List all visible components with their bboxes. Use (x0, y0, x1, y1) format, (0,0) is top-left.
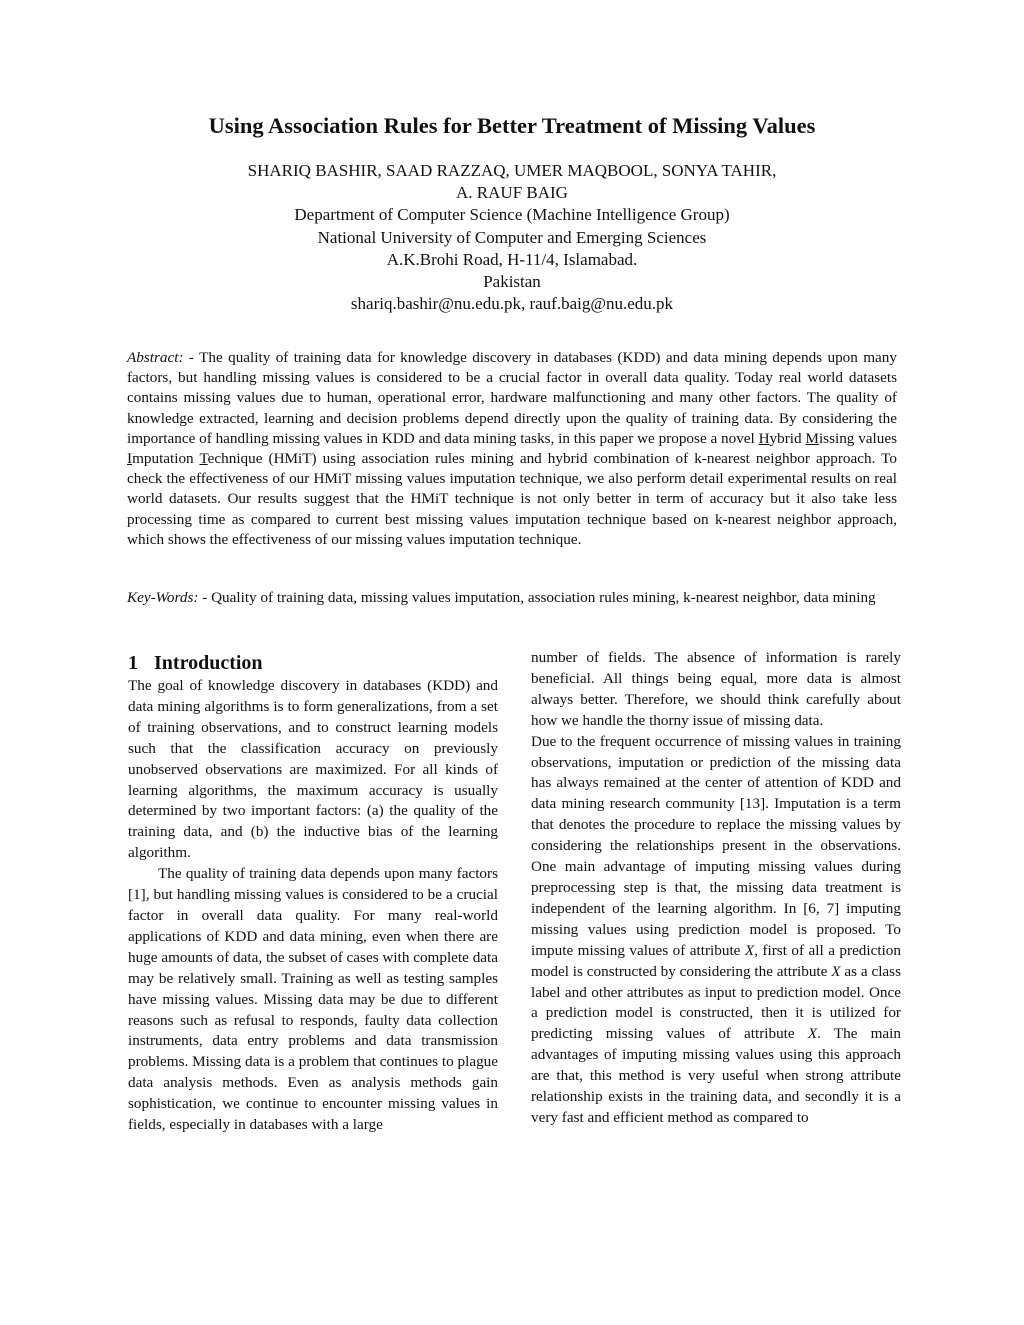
intro-paragraph-4 (531, 732, 901, 1129)
abstract (127, 348, 897, 550)
p4-text-a: Due to the frequent occurrence of missing values in training observations, imputation or prediction of the missing data has always remained at the center of attention of KDD and data mining research community [13]. Imputation is a term that denotes the procedure to replace the missing values by considering the relationships present in the observations. One main advantage of imputing missing values during preprocessing step is that, the missing data treatment is independent of the learning algorithm. In [6, 7] imputing missing values using prediction model is proposed. To impute missing values of attribute (531, 732, 901, 959)
keywords (127, 588, 897, 608)
attribute-x-1: X (744, 941, 755, 959)
acronym-h-rest: ybrid (769, 429, 806, 447)
authors-line-1: SHARIQ BASHIR, SAAD RAZZAQ, UMER MAQBOOL, SONYA TAHIR, (247, 161, 777, 180)
p4-text-b: , first of all a prediction model is constructed by considering the attribute (531, 941, 901, 980)
abstract-text-1: - The quality of training data for knowledge discovery in databases (KDD) and data mining depends upon many factors, but handling missing values is considered to be a crucial factor in overall data quality. Today real world datasets contains missing values due to human, operational error, hardware malfunctioning and many other factors. The quality of knowledge extracted, learning and decision problems depend directly upon the quality of training data. By considering the importance of handling missing values in KDD and data mining tasks, in this paper we propose a novel (127, 349, 897, 447)
intro-paragraph-3: number of fields. The absence of information is rarely beneficial. All things being equal, more data is almost always better. Therefore, we should think carefully about how we handle the thorny issue of missing data. (531, 649, 901, 729)
acronym-t: T (199, 450, 208, 468)
acronym-m: M (805, 429, 819, 447)
author-block (0, 160, 1024, 315)
affiliation-address: A.K.Brohi Road, H-11/4, Islamabad. (386, 249, 638, 269)
section-number: 1 (128, 652, 138, 674)
abstract-text-2: echnique (HMiT) using association rules mining and hybrid combination of k-nearest neighbor approach. To check the effectiveness of our HMiT missing values imputation technique, we also perform detail experimental results on real world datasets. Our results suggest that the HMiT technique is not only better in term of accuracy but it also take less processing time as compared to current best missing values imputation technique based on k-nearest neighbor approach, which shows the effectiveness of our missing values imputation technique. (127, 450, 897, 548)
paper-title: Using Association Rules for Better Treatment of Missing Values (208, 113, 816, 138)
acronym-i-rest: mputation (132, 450, 200, 468)
acronym-m-rest: issing values (818, 429, 897, 447)
author-emails: shariq.bashir@nu.edu.pk, rauf.baig@nu.edu.pk (350, 294, 674, 314)
acronym-i: I (127, 450, 133, 468)
abstract-label: Abstract: (127, 349, 184, 366)
acronym-h: H (758, 429, 770, 447)
attribute-x-2: X (831, 962, 841, 980)
intro-paragraph-2: The quality of training data depends upon many factors [1], but handling missing values is considered to be a crucial factor in overall data quality. For many real-world applications of KDD and data mining, even when there are huge amounts of data, the subset of cases with complete data may be relatively small. Training as well as testing samples have missing values. Missing data may be due to different reasons such as refusal to responds, faulty data collection instruments, data entry problems and data transmission problems. Missing data is a problem that continues to plague data analysis methods. Even as analysis methods gain sophistication, we continue to encounter missing values in fields, especially in databases with a large (128, 865, 498, 1134)
affiliation-university: National University of Computer and Emerging Sciences (317, 227, 707, 247)
right-column (531, 648, 901, 1129)
authors-line-2: A. RAUF BAIG (456, 183, 568, 203)
affiliation-department: Department of Computer Science (Machine Intelligence Group) (294, 205, 730, 225)
keywords-text: - Quality of training data, missing values imputation, association rules mining, k-nearest neighbor, data mining (198, 589, 876, 606)
affiliation-country: Pakistan (483, 272, 541, 292)
section-heading-introduction (128, 650, 498, 676)
section-title: Introduction (154, 652, 263, 674)
attribute-x-3: X (807, 1025, 818, 1043)
keywords-label: Key-Words: (127, 589, 199, 606)
left-column (128, 650, 498, 1136)
p4-text-d: . The main advantages of imputing missing values using this approach are that, this method is very useful when strong attribute relationship exists in the training data, and secondly it is a very fast and efficient method as compared to (531, 1025, 901, 1126)
p4-text-c: as a class label and other attributes as input to prediction model. Once a prediction model is constructed, then it is utilized for predicting missing values of attribute (531, 962, 901, 1043)
intro-paragraph-1: The goal of knowledge discovery in databases (KDD) and data mining algorithms is to form generalizations, from a set of training observations, and to construct learning models such that the classification accuracy on previously unobserved observations are maximized. For all kinds of learning algorithms, the maximum accuracy is usually determined by two important factors: (a) the quality of the training data, and (b) the inductive bias of the learning algorithm. (128, 677, 498, 862)
